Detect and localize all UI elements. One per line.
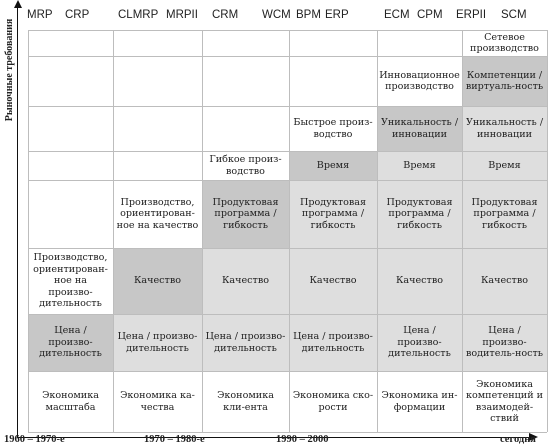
cell-fast-prod: Быстрое произ-водство: [289, 106, 377, 151]
cell-price-1: Цена / произво-дительность: [113, 314, 202, 371]
header-erpii: ERPII: [456, 9, 487, 21]
grid-vline-2: [202, 30, 203, 432]
cell-time-4: Время: [377, 151, 462, 180]
grid-vline-0: [28, 30, 29, 432]
cell-unique-4: Уникальность / инновации: [377, 106, 462, 151]
x-axis-line: [17, 437, 529, 438]
header-ecm: ECM: [384, 9, 410, 21]
cell-econ-client: Экономика кли-ента: [202, 371, 289, 432]
cell-quality-3: Качество: [289, 248, 377, 314]
cell-econ-quality: Экономика ка-чества: [113, 371, 202, 432]
grid-vline-3: [289, 30, 290, 432]
cell-price-0: Цена / произво-дительность: [28, 314, 113, 371]
cell-price-4: Цена / произво-дительность: [377, 314, 462, 371]
header-scm: SCM: [501, 9, 527, 21]
y-axis-arrow: [14, 0, 22, 8]
cell-program-2: Продуктовая программа / гибкость: [202, 180, 289, 248]
cell-network: Сетевое производство: [462, 30, 547, 56]
cell-price-2: Цена / произво-дительность: [202, 314, 289, 371]
cell-quality-2: Качество: [202, 248, 289, 314]
cell-econ-info: Экономика ин-формации: [377, 371, 462, 432]
grid-vline-6: [547, 30, 548, 432]
cell-performance-prod: Производство, ориентирован-ное на произво-дительность: [28, 248, 113, 314]
header-clmrp: CLMRP: [118, 9, 159, 21]
cell-econ-competence: Экономика компетенций и взаимодей-ствий: [462, 371, 547, 432]
y-axis-label: Рыночные требования: [4, 18, 15, 122]
cell-quality-1: Качество: [113, 248, 202, 314]
cell-price-3: Цена / произво-дительность: [289, 314, 377, 371]
header-cpm: CPM: [417, 9, 443, 21]
grid-hline-3: [28, 151, 547, 152]
cell-quality-5: Качество: [462, 248, 547, 314]
grid-hline-8: [28, 432, 547, 433]
grid-hline-0: [28, 30, 547, 31]
header-wcm: WCM: [262, 9, 291, 21]
header-erp: ERP: [325, 9, 349, 21]
period-label: 1990 – 2000: [276, 434, 329, 445]
period-label: 1960 – 1970-е: [4, 434, 65, 445]
header-mrpii: MRPII: [166, 9, 198, 21]
cell-econ-speed: Экономика ско-рости: [289, 371, 377, 432]
grid-hline-4: [28, 180, 547, 181]
grid-hline-7: [28, 371, 547, 372]
grid-hline-2: [28, 106, 547, 107]
cell-program-3: Продуктовая программа / гибкость: [289, 180, 377, 248]
grid-vline-1: [113, 30, 114, 432]
cell-quality-prod: Производство, ориентирован-ное на качество: [113, 180, 202, 248]
cell-econ-scale: Экономика масштаба: [28, 371, 113, 432]
cell-innov-prod: Инновационное производство: [377, 56, 462, 106]
header-crp: CRP: [65, 9, 90, 21]
y-axis-line: [17, 6, 18, 438]
cell-time-5: Время: [462, 151, 547, 180]
cell-program-5: Продуктовая программа / гибкость: [462, 180, 547, 248]
header-mrp: MRP: [27, 9, 53, 21]
header-bpm: BPM: [296, 9, 321, 21]
cell-price-5: Цена / произво-водитель-ность: [462, 314, 547, 371]
cell-quality-4: Качество: [377, 248, 462, 314]
header-crm: CRM: [212, 9, 239, 21]
grid-hline-1: [28, 56, 547, 57]
cell-time-3: Время: [289, 151, 377, 180]
cell-competence: Компетенции / виртуаль-ность: [462, 56, 547, 106]
grid-hline-6: [28, 314, 547, 315]
cell-program-4: Продуктовая программа / гибкость: [377, 180, 462, 248]
cell-flex-prod: Гибкое произ-водство: [202, 151, 289, 180]
grid-vline-5: [462, 30, 463, 432]
grid-vline-4: [377, 30, 378, 432]
grid-hline-5: [28, 248, 547, 249]
period-label: 1970 – 1980-е: [144, 434, 205, 445]
period-label: сегодня: [500, 434, 536, 445]
cell-unique-5: Уникальность / инновации: [462, 106, 547, 151]
